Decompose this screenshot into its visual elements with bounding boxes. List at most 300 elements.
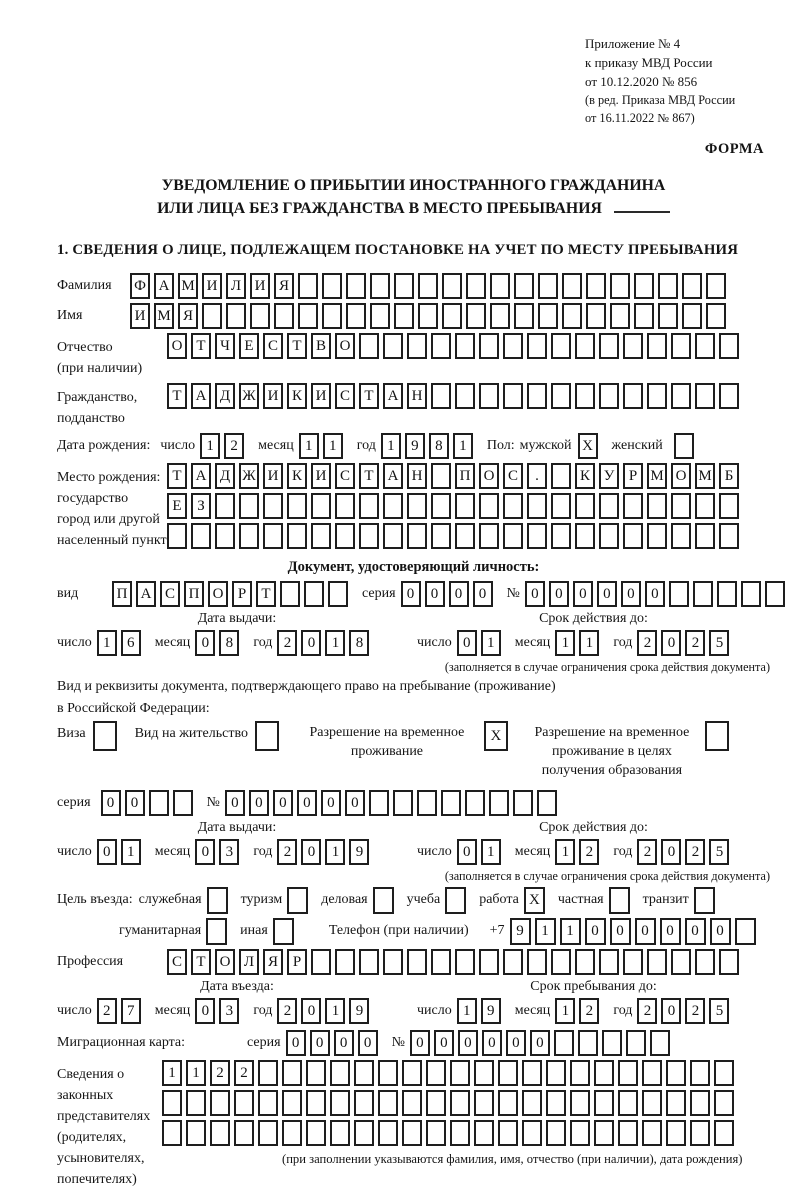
char-box[interactable]: 2 (637, 998, 657, 1024)
char-box[interactable] (527, 523, 547, 549)
char-box[interactable] (162, 1120, 182, 1146)
char-box[interactable] (714, 1090, 734, 1116)
char-box[interactable] (706, 273, 726, 299)
char-box[interactable]: С (335, 463, 355, 489)
char-box[interactable]: Я (263, 949, 283, 975)
char-box[interactable] (206, 918, 227, 945)
char-box[interactable] (522, 1090, 542, 1116)
char-box[interactable]: 0 (310, 1030, 330, 1056)
char-box[interactable] (714, 1060, 734, 1086)
char-box[interactable] (383, 523, 403, 549)
char-box[interactable] (191, 523, 211, 549)
char-box[interactable]: 3 (219, 839, 239, 865)
char-box[interactable] (735, 918, 756, 945)
char-box[interactable] (599, 949, 619, 975)
char-box[interactable] (402, 1120, 422, 1146)
char-box[interactable] (479, 523, 499, 549)
char-box[interactable] (609, 887, 630, 914)
char-box[interactable]: 0 (97, 839, 117, 865)
char-box[interactable]: Т (359, 383, 379, 409)
char-box[interactable]: Т (359, 463, 379, 489)
char-box[interactable] (706, 303, 726, 329)
char-box[interactable] (354, 1120, 374, 1146)
char-box[interactable] (634, 303, 654, 329)
char-box[interactable]: 1 (560, 918, 581, 945)
char-box[interactable]: З (191, 493, 211, 519)
char-box[interactable] (407, 493, 427, 519)
char-box[interactable] (207, 887, 228, 914)
char-box[interactable] (330, 1060, 350, 1086)
char-box[interactable]: М (647, 463, 667, 489)
char-box[interactable] (527, 333, 547, 359)
char-box[interactable]: 0 (301, 839, 321, 865)
char-box[interactable] (658, 273, 678, 299)
char-box[interactable]: 0 (685, 918, 706, 945)
char-box[interactable] (527, 949, 547, 975)
char-box[interactable]: 8 (429, 433, 449, 459)
char-box[interactable] (298, 273, 318, 299)
char-box[interactable] (551, 493, 571, 519)
char-box[interactable] (258, 1090, 278, 1116)
char-box[interactable] (594, 1060, 614, 1086)
char-box[interactable] (546, 1090, 566, 1116)
char-box[interactable]: 0 (273, 790, 293, 816)
char-box[interactable] (328, 581, 348, 607)
char-box[interactable] (666, 1090, 686, 1116)
char-box[interactable] (239, 523, 259, 549)
char-box[interactable]: В (311, 333, 331, 359)
char-box[interactable]: С (335, 383, 355, 409)
char-box[interactable]: О (671, 463, 691, 489)
char-box[interactable] (455, 333, 475, 359)
char-box[interactable]: 0 (645, 581, 665, 607)
char-box[interactable] (215, 523, 235, 549)
char-box[interactable] (287, 523, 307, 549)
char-box[interactable]: Ч (215, 333, 235, 359)
char-box[interactable]: 0 (661, 630, 681, 656)
char-box[interactable]: 0 (195, 630, 215, 656)
char-box[interactable] (599, 333, 619, 359)
char-box[interactable]: 2 (210, 1060, 230, 1086)
char-box[interactable] (647, 333, 667, 359)
char-box[interactable] (234, 1090, 254, 1116)
char-box[interactable] (383, 493, 403, 519)
char-box[interactable] (359, 493, 379, 519)
char-box[interactable]: С (167, 949, 187, 975)
char-box[interactable]: 1 (481, 839, 501, 865)
char-box[interactable]: 1 (325, 630, 345, 656)
char-box[interactable] (441, 790, 461, 816)
char-box[interactable] (426, 1090, 446, 1116)
char-box[interactable] (546, 1060, 566, 1086)
char-box[interactable] (647, 523, 667, 549)
char-box[interactable]: У (599, 463, 619, 489)
char-box[interactable] (623, 333, 643, 359)
char-box[interactable]: О (479, 463, 499, 489)
char-box[interactable]: 0 (358, 1030, 378, 1056)
char-box[interactable]: 1 (453, 433, 473, 459)
char-box[interactable] (330, 1120, 350, 1146)
char-box[interactable]: 0 (345, 790, 365, 816)
char-box[interactable]: 0 (585, 918, 606, 945)
char-box[interactable]: 0 (425, 581, 445, 607)
char-box[interactable]: 0 (297, 790, 317, 816)
char-box[interactable]: 0 (621, 581, 641, 607)
char-box[interactable] (304, 581, 324, 607)
char-box[interactable]: 2 (685, 839, 705, 865)
char-box[interactable]: Р (623, 463, 643, 489)
char-box[interactable] (527, 493, 547, 519)
char-box[interactable] (498, 1090, 518, 1116)
char-box[interactable] (426, 1060, 446, 1086)
char-box[interactable]: 0 (530, 1030, 550, 1056)
char-box[interactable] (522, 1060, 542, 1086)
char-box[interactable] (369, 790, 389, 816)
char-box[interactable] (594, 1090, 614, 1116)
char-box[interactable]: 0 (225, 790, 245, 816)
char-box[interactable] (335, 523, 355, 549)
char-box[interactable] (575, 523, 595, 549)
char-box[interactable] (346, 303, 366, 329)
char-box[interactable]: 1 (555, 839, 575, 865)
char-box[interactable] (647, 383, 667, 409)
char-box[interactable] (445, 887, 466, 914)
char-box[interactable] (450, 1060, 470, 1086)
char-box[interactable] (671, 493, 691, 519)
char-box[interactable]: 0 (549, 581, 569, 607)
char-box[interactable]: Ж (239, 463, 259, 489)
char-box[interactable] (570, 1120, 590, 1146)
char-box[interactable]: 0 (125, 790, 145, 816)
char-box[interactable] (719, 949, 739, 975)
char-box[interactable] (263, 523, 283, 549)
char-box[interactable]: Д (215, 383, 235, 409)
char-box[interactable] (514, 303, 534, 329)
char-box[interactable] (503, 523, 523, 549)
char-box[interactable] (330, 1090, 350, 1116)
char-box[interactable] (594, 1120, 614, 1146)
char-box[interactable]: 0 (457, 839, 477, 865)
char-box[interactable] (450, 1120, 470, 1146)
char-box[interactable] (599, 493, 619, 519)
char-box[interactable] (474, 1120, 494, 1146)
char-box[interactable]: А (154, 273, 174, 299)
char-box[interactable]: 9 (349, 998, 369, 1024)
char-box[interactable]: 2 (579, 839, 599, 865)
char-box[interactable] (274, 303, 294, 329)
char-box[interactable] (690, 1120, 710, 1146)
char-box[interactable]: 2 (637, 839, 657, 865)
char-box[interactable]: Н (407, 463, 427, 489)
char-box[interactable]: О (167, 333, 187, 359)
char-box[interactable]: 1 (97, 630, 117, 656)
char-box[interactable] (273, 918, 294, 945)
char-box[interactable] (280, 581, 300, 607)
char-box[interactable]: 3 (219, 998, 239, 1024)
char-box[interactable] (322, 303, 342, 329)
char-box[interactable] (551, 383, 571, 409)
char-box[interactable]: 9 (405, 433, 425, 459)
char-box[interactable] (578, 1030, 598, 1056)
char-box[interactable] (466, 303, 486, 329)
char-box[interactable] (93, 721, 117, 751)
char-box[interactable]: С (503, 463, 523, 489)
char-box[interactable]: Т (191, 949, 211, 975)
char-box[interactable]: И (263, 463, 283, 489)
char-box[interactable] (407, 333, 427, 359)
char-box[interactable]: И (311, 463, 331, 489)
char-box[interactable] (538, 273, 558, 299)
char-box[interactable]: 0 (195, 998, 215, 1024)
char-box[interactable]: 2 (224, 433, 244, 459)
char-box[interactable]: А (383, 463, 403, 489)
char-box[interactable]: Т (287, 333, 307, 359)
char-box[interactable] (282, 1090, 302, 1116)
char-box[interactable] (562, 273, 582, 299)
char-box[interactable] (626, 1030, 646, 1056)
char-box[interactable] (431, 383, 451, 409)
char-box[interactable] (503, 383, 523, 409)
char-box[interactable] (490, 273, 510, 299)
char-box[interactable]: 0 (321, 790, 341, 816)
char-box[interactable] (562, 303, 582, 329)
char-box[interactable]: И (202, 273, 222, 299)
char-box[interactable]: М (154, 303, 174, 329)
char-box[interactable] (714, 1120, 734, 1146)
char-box[interactable] (719, 523, 739, 549)
char-box[interactable] (359, 523, 379, 549)
char-box[interactable]: 2 (637, 630, 657, 656)
char-box[interactable] (311, 493, 331, 519)
char-box[interactable] (479, 949, 499, 975)
char-box[interactable]: 0 (506, 1030, 526, 1056)
char-box[interactable]: 0 (458, 1030, 478, 1056)
char-box[interactable] (426, 1120, 446, 1146)
char-box[interactable]: Е (167, 493, 187, 519)
char-box[interactable] (695, 383, 715, 409)
char-box[interactable] (658, 303, 678, 329)
char-box[interactable] (570, 1090, 590, 1116)
char-box[interactable]: 2 (277, 630, 297, 656)
char-box[interactable]: 2 (277, 998, 297, 1024)
char-box[interactable]: 0 (410, 1030, 430, 1056)
char-box[interactable]: Ф (130, 273, 150, 299)
char-box[interactable]: 2 (97, 998, 117, 1024)
char-box[interactable] (503, 949, 523, 975)
char-box[interactable] (642, 1120, 662, 1146)
char-box[interactable] (498, 1120, 518, 1146)
char-box[interactable]: Е (239, 333, 259, 359)
char-box[interactable]: А (136, 581, 156, 607)
char-box[interactable] (407, 523, 427, 549)
char-box[interactable] (623, 523, 643, 549)
char-box[interactable] (695, 333, 715, 359)
char-box[interactable] (370, 273, 390, 299)
char-box[interactable]: С (160, 581, 180, 607)
char-box[interactable]: И (311, 383, 331, 409)
char-box[interactable]: 9 (510, 918, 531, 945)
char-box[interactable] (599, 383, 619, 409)
char-box[interactable]: М (178, 273, 198, 299)
char-box[interactable] (669, 581, 689, 607)
char-box[interactable]: К (287, 383, 307, 409)
char-box[interactable] (370, 303, 390, 329)
char-box[interactable] (402, 1060, 422, 1086)
char-box[interactable]: Т (256, 581, 276, 607)
char-box[interactable] (215, 493, 235, 519)
char-box[interactable]: 1 (121, 839, 141, 865)
char-box[interactable]: П (455, 463, 475, 489)
char-box[interactable] (173, 790, 193, 816)
char-box[interactable] (647, 949, 667, 975)
char-box[interactable]: Р (287, 949, 307, 975)
char-box[interactable]: 0 (661, 839, 681, 865)
char-box[interactable] (693, 581, 713, 607)
char-box[interactable] (537, 790, 557, 816)
char-box[interactable] (287, 887, 308, 914)
char-box[interactable] (394, 303, 414, 329)
char-box[interactable]: О (335, 333, 355, 359)
char-box[interactable]: Л (226, 273, 246, 299)
char-box[interactable] (186, 1090, 206, 1116)
char-box[interactable]: Я (178, 303, 198, 329)
char-box[interactable]: 0 (525, 581, 545, 607)
char-box[interactable]: 1 (457, 998, 477, 1024)
char-box[interactable] (695, 949, 715, 975)
char-box[interactable]: 8 (219, 630, 239, 656)
char-box[interactable] (186, 1120, 206, 1146)
char-box[interactable]: 0 (661, 998, 681, 1024)
char-box[interactable]: 1 (555, 630, 575, 656)
char-box[interactable]: 0 (401, 581, 421, 607)
char-box[interactable] (226, 303, 246, 329)
char-box[interactable] (210, 1090, 230, 1116)
char-box[interactable] (570, 1060, 590, 1086)
char-box[interactable]: Ж (239, 383, 259, 409)
char-box[interactable] (586, 273, 606, 299)
char-box[interactable] (378, 1060, 398, 1086)
char-box[interactable]: 0 (101, 790, 121, 816)
char-box[interactable] (418, 303, 438, 329)
char-box[interactable]: П (184, 581, 204, 607)
char-box[interactable]: К (287, 463, 307, 489)
char-box[interactable] (162, 1090, 182, 1116)
char-box[interactable]: А (191, 463, 211, 489)
char-box[interactable] (634, 273, 654, 299)
char-box[interactable]: О (215, 949, 235, 975)
char-box[interactable] (322, 273, 342, 299)
char-box[interactable] (431, 523, 451, 549)
char-box[interactable] (538, 303, 558, 329)
char-box[interactable]: 0 (301, 630, 321, 656)
char-box[interactable] (618, 1120, 638, 1146)
char-box[interactable] (586, 303, 606, 329)
char-box[interactable]: 0 (482, 1030, 502, 1056)
char-box[interactable] (674, 433, 694, 459)
char-box[interactable]: Я (274, 273, 294, 299)
char-box[interactable]: 1 (323, 433, 343, 459)
char-box[interactable]: 2 (277, 839, 297, 865)
char-box[interactable] (431, 493, 451, 519)
char-box[interactable] (234, 1120, 254, 1146)
char-box[interactable]: 1 (200, 433, 220, 459)
char-box[interactable]: X (524, 887, 545, 914)
char-box[interactable] (354, 1090, 374, 1116)
char-box[interactable]: Т (167, 463, 187, 489)
char-box[interactable]: 0 (660, 918, 681, 945)
char-box[interactable] (335, 493, 355, 519)
char-box[interactable] (210, 1120, 230, 1146)
char-box[interactable] (407, 949, 427, 975)
char-box[interactable] (402, 1090, 422, 1116)
char-box[interactable]: 5 (709, 998, 729, 1024)
char-box[interactable]: 9 (349, 839, 369, 865)
char-box[interactable] (250, 303, 270, 329)
char-box[interactable] (551, 333, 571, 359)
char-box[interactable] (255, 721, 279, 751)
char-box[interactable] (682, 273, 702, 299)
char-box[interactable] (618, 1060, 638, 1086)
char-box[interactable] (311, 523, 331, 549)
char-box[interactable] (705, 721, 729, 751)
char-box[interactable] (474, 1090, 494, 1116)
char-box[interactable] (335, 949, 355, 975)
char-box[interactable]: 0 (597, 581, 617, 607)
char-box[interactable] (455, 493, 475, 519)
char-box[interactable] (719, 333, 739, 359)
char-box[interactable] (450, 1090, 470, 1116)
char-box[interactable] (513, 790, 533, 816)
char-box[interactable] (263, 493, 283, 519)
char-box[interactable] (455, 383, 475, 409)
char-box[interactable] (383, 949, 403, 975)
char-box[interactable]: 1 (299, 433, 319, 459)
char-box[interactable] (623, 383, 643, 409)
char-box[interactable] (618, 1090, 638, 1116)
char-box[interactable] (610, 303, 630, 329)
char-box[interactable]: Т (191, 333, 211, 359)
char-box[interactable] (719, 383, 739, 409)
char-box[interactable] (575, 383, 595, 409)
char-box[interactable]: 0 (573, 581, 593, 607)
char-box[interactable] (287, 493, 307, 519)
char-box[interactable] (354, 1060, 374, 1086)
char-box[interactable]: Д (215, 463, 235, 489)
char-box[interactable]: 0 (449, 581, 469, 607)
char-box[interactable] (455, 523, 475, 549)
char-box[interactable] (765, 581, 785, 607)
char-box[interactable] (489, 790, 509, 816)
char-box[interactable] (378, 1120, 398, 1146)
char-box[interactable] (479, 333, 499, 359)
char-box[interactable] (642, 1090, 662, 1116)
char-box[interactable] (418, 273, 438, 299)
char-box[interactable] (623, 493, 643, 519)
char-box[interactable] (546, 1120, 566, 1146)
char-box[interactable] (149, 790, 169, 816)
char-box[interactable]: 6 (121, 630, 141, 656)
char-box[interactable]: Т (167, 383, 187, 409)
char-box[interactable]: 0 (457, 630, 477, 656)
char-box[interactable]: А (191, 383, 211, 409)
char-box[interactable] (503, 333, 523, 359)
char-box[interactable]: 0 (195, 839, 215, 865)
char-box[interactable] (306, 1090, 326, 1116)
char-box[interactable]: М (695, 463, 715, 489)
char-box[interactable] (282, 1120, 302, 1146)
char-box[interactable] (575, 333, 595, 359)
char-box[interactable]: 7 (121, 998, 141, 1024)
